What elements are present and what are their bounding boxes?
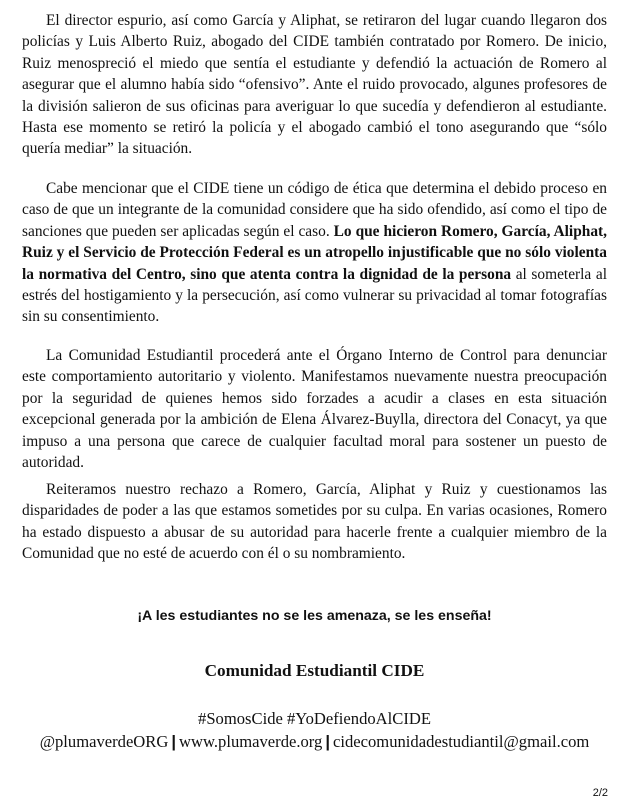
- slogan: ¡A les estudiantes no se les amenaza, se les enseña!: [137, 608, 492, 624]
- paragraph-2-bold-text: Lo que hicieron Romero, García, Aliphat, Ruiz y el Servicio de Protección Federal es un atropello injustificable que no sólo violenta la normativa del Centro, sino que atenta contra la dignidad de la persona: [22, 222, 607, 283]
- page-number: 2/2: [592, 787, 608, 799]
- website-link: www.plumaverde.org: [179, 732, 323, 751]
- paragraph-1: [22, 10, 607, 160]
- paragraph-3-text: La Comunidad Estudiantil procederá ante el Órgano Interno de Control para denunciar este comportamiento autoritario y violento. Manifestamos nuevamente nuestra preocupación por la seguridad de quienes hemos sido forzades a acudir a clases en esta situación excepcional generada por la ambición de Elena Álvarez-Buylla, directora del Conacyt, ya que impuso a una persona que carece de cualquier facultad moral para sostener un puesto de autoridad.: [22, 347, 607, 472]
- contact-line: [0, 732, 629, 752]
- email-address: cidecomunidadestudiantil@gmail.com: [333, 732, 590, 751]
- signature: Comunidad Estudiantil CIDE: [204, 661, 425, 680]
- paragraph-2-text-before: Cabe mencionar que el CIDE tiene un código de ética que determina el debido proceso en caso de que un integrante de la comunidad considere que ha sido ofendido, así como el tipo de sanciones que pueden ser aplicadas según el caso.: [22, 180, 607, 240]
- paragraph-2-text-after: al someterla al estrés del hostigamiento y la persecución, así como vulnerar su privacidad al tomar fotografías sin su consentimiento.: [22, 265, 607, 326]
- paragraph-3: [22, 345, 607, 473]
- contact-separator: |: [171, 732, 177, 751]
- twitter-handle: @plumaverdeORG: [39, 732, 169, 751]
- contact-separator: |: [325, 732, 330, 751]
- paragraph-2: [22, 178, 607, 328]
- paragraph-4: [22, 479, 607, 565]
- paragraph-4-text: Reiteramos nuestro rechazo a Romero, García, Aliphat y Ruiz y cuestionamos las disparidades de poder a las que estamos sometides por su culpa. En varias ocasiones, Romero ha estado dispuesto a abusar de su autoridad para hacerle frente a cualquier miembro de la Comunidad que no esté de acuerdo con él o su nombramiento.: [22, 481, 607, 563]
- paragraph-1-text: El director espurio, así como García y Aliphat, se retiraron del lugar cuando llegaron dos policías y Luis Alberto Ruiz, abogado del CIDE también contratado por Romero. De inicio, Ruiz menospreció el miedo que sentía el estudiante y defendió la actuación de Romero al asegurar que el alumno había sido “ofensivo”. Ante el ruido provocado, algunes profesores de la división salieron de sus oficinas para averiguar lo que sucedía y defendieron al estudiante. Hasta ese momento se retiró la policía y el abogado cambió el tono asegurando que “sólo quería mediar” la situación.: [22, 12, 607, 158]
- hashtags: #SomosCide #YoDefiendoAlCIDE: [198, 709, 431, 728]
